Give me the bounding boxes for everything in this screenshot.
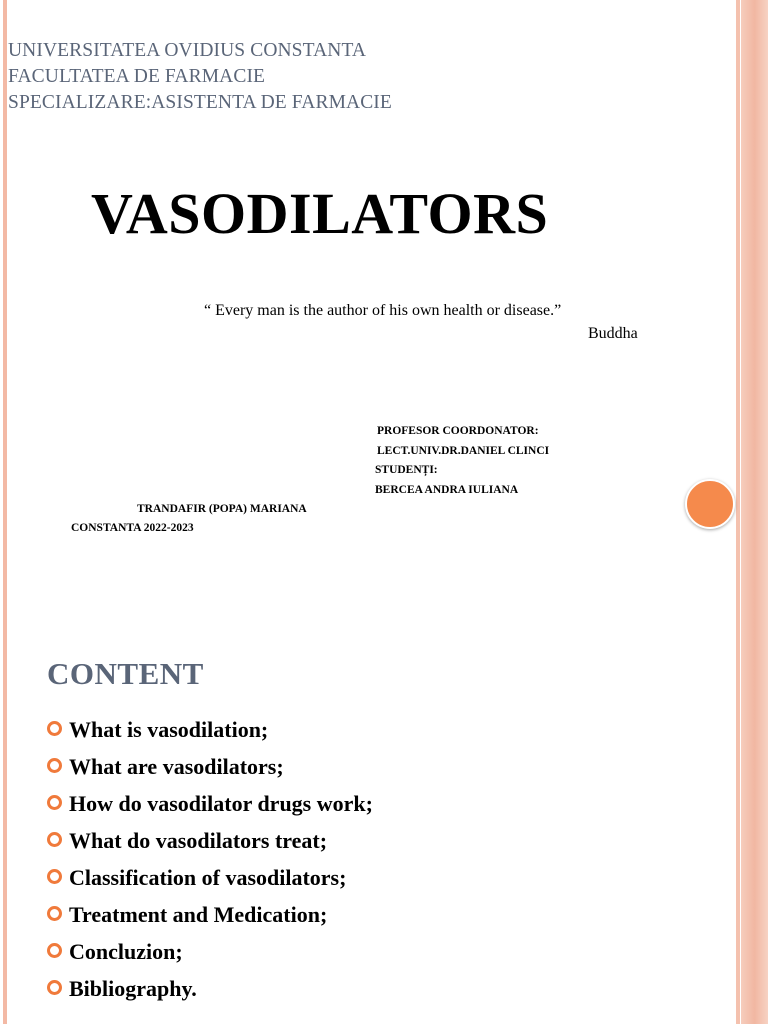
circle-bullet-icon — [47, 721, 62, 736]
circle-bullet-icon — [47, 795, 62, 810]
list-item-text: How do vasodilator drugs work; — [69, 791, 373, 816]
list-item-text: What is vasodilation; — [69, 717, 269, 742]
left-border-stripe — [3, 620, 7, 1024]
list-item — [47, 901, 373, 938]
right-border-stripe-thin — [736, 0, 740, 620]
students-label: STUDENȚI: — [375, 464, 438, 476]
list-item-text: Classification of vasodilators; — [69, 865, 347, 890]
circle-bullet-icon — [47, 832, 62, 847]
list-item — [47, 753, 373, 790]
right-border-stripe-wide — [741, 620, 768, 1024]
circle-bullet-icon — [47, 943, 62, 958]
circle-bullet-icon — [47, 758, 62, 773]
circle-bullet-icon — [47, 906, 62, 921]
list-item — [47, 790, 373, 827]
list-item-text: What do vasodilators treat; — [69, 828, 328, 853]
specialization: SPECIALIZARE:ASISTENTA DE FARMACIE — [8, 92, 392, 113]
quote-text: “ Every man is the author of his own health or disease.” — [204, 302, 562, 319]
student-name-1: BERCEA ANDRA IULIANA — [375, 484, 519, 496]
university-name: UNIVERSITATEA OVIDIUS CONSTANTA — [8, 40, 367, 61]
content-list — [47, 716, 373, 1012]
list-item-text: Bibliography. — [69, 976, 197, 1001]
decorative-orange-circle — [685, 479, 735, 529]
circle-bullet-icon — [47, 980, 62, 995]
content-heading: CONTENT — [47, 656, 204, 691]
quote-author: Buddha — [588, 325, 638, 342]
right-border-stripe-wide — [741, 0, 768, 620]
presentation-title: VASODILATORS — [91, 181, 549, 246]
list-item — [47, 716, 373, 753]
coordinator-label: PROFESOR COORDONATOR: — [377, 425, 539, 437]
slide-content — [0, 620, 768, 1024]
list-item — [47, 864, 373, 901]
list-item — [47, 827, 373, 864]
coordinator-name: LECT.UNIV.DR.DANIEL CLINCI — [377, 445, 550, 457]
circle-bullet-icon — [47, 869, 62, 884]
list-item-text: Concluzion; — [69, 939, 183, 964]
list-item — [47, 975, 373, 1012]
student-name-2: TRANDAFIR (POPA) MARIANA — [137, 503, 307, 515]
list-item-text: What are vasodilators; — [69, 754, 284, 779]
right-border-stripe-thin — [736, 620, 740, 1024]
list-item — [47, 938, 373, 975]
left-border-stripe — [3, 0, 7, 620]
faculty-name: FACULTATEA DE FARMACIE — [8, 66, 266, 87]
list-item-text: Treatment and Medication; — [69, 902, 328, 927]
place-and-year: CONSTANTA 2022-2023 — [71, 522, 194, 534]
